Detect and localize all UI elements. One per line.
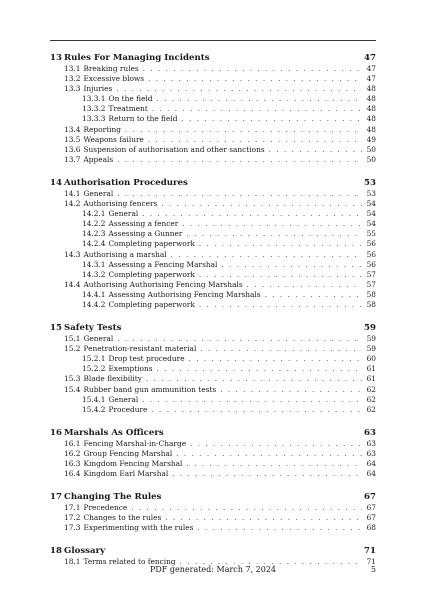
dot-leader bbox=[269, 145, 362, 155]
dot-leader bbox=[146, 374, 362, 384]
chapter-page-number: 53 bbox=[364, 177, 376, 188]
entry-page-number: 56 bbox=[366, 249, 376, 259]
entry-page-number: 61 bbox=[366, 374, 376, 384]
dot-leader bbox=[247, 280, 362, 290]
entry-title: Blade flexibility bbox=[83, 374, 142, 384]
toc-section-entry[interactable] bbox=[50, 459, 376, 469]
entry-number: 15.2.2 bbox=[82, 364, 106, 374]
chapter-page-number: 63 bbox=[364, 427, 376, 438]
entry-number: 13.7 bbox=[64, 154, 81, 164]
dot-leader bbox=[220, 385, 362, 395]
entry-title: General bbox=[108, 209, 139, 219]
entry-page-number: 47 bbox=[366, 74, 376, 84]
dot-leader bbox=[172, 469, 362, 479]
entry-title: Kingdom Earl Marshal bbox=[83, 469, 169, 479]
entry-number: 18.1 bbox=[64, 557, 81, 567]
entry-page-number: 62 bbox=[366, 404, 376, 414]
toc-section-entry[interactable] bbox=[50, 469, 376, 479]
entry-page-number: 47 bbox=[366, 64, 376, 73]
entry-number: 14.4 bbox=[64, 279, 81, 289]
entry-page-number: 58 bbox=[366, 289, 376, 299]
entry-title: Injuries bbox=[83, 84, 113, 94]
entry-title: General bbox=[83, 334, 114, 344]
toc-section-entry[interactable] bbox=[50, 374, 376, 384]
entry-page-number: 54 bbox=[366, 209, 376, 219]
entry-number: 13.3.1 bbox=[82, 94, 106, 104]
toc-subsection-entry[interactable] bbox=[50, 290, 376, 300]
entry-number: 16.1 bbox=[64, 438, 81, 448]
dot-leader bbox=[157, 364, 362, 374]
entry-title: Precedence bbox=[83, 503, 128, 513]
toc-section-entry[interactable] bbox=[50, 145, 376, 155]
entry-page-number: 50 bbox=[366, 144, 376, 154]
entry-page-number: 48 bbox=[366, 124, 376, 134]
entry-title: Assessing a Fencing Marshal bbox=[108, 259, 218, 269]
entry-title: Assessing a fencer bbox=[108, 219, 179, 229]
entry-page-number: 67 bbox=[366, 513, 376, 523]
entry-number: 13.3.2 bbox=[82, 104, 106, 114]
entry-number: 15.4.2 bbox=[82, 404, 106, 414]
chapter-number: 13 bbox=[50, 53, 62, 63]
entry-number: 17.2 bbox=[64, 513, 81, 523]
entry-number: 14.2.4 bbox=[82, 239, 106, 249]
entry-number: 14.1 bbox=[64, 188, 81, 198]
chapter-number: 14 bbox=[50, 177, 62, 188]
dot-leader bbox=[157, 94, 362, 104]
toc-subsection-entry[interactable] bbox=[50, 395, 376, 405]
toc-subsection-entry[interactable] bbox=[50, 114, 376, 124]
toc-section-entry[interactable] bbox=[50, 513, 376, 523]
toc-chapter-heading[interactable] bbox=[50, 427, 376, 439]
dot-leader bbox=[117, 189, 362, 199]
entry-page-number: 71 bbox=[366, 557, 376, 567]
entry-page-number: 54 bbox=[366, 199, 376, 209]
toc-subsection-entry[interactable] bbox=[50, 354, 376, 364]
entry-title: Completing paperwork bbox=[108, 299, 195, 309]
entry-page-number: 57 bbox=[366, 279, 376, 289]
entry-title: Kingdom Fencing Marshal bbox=[83, 459, 183, 468]
toc-subsection-entry[interactable] bbox=[50, 300, 376, 310]
entry-number: 17.3 bbox=[64, 523, 81, 533]
toc-subsection-entry[interactable] bbox=[50, 260, 376, 270]
chapter-title: Changing The Rules bbox=[64, 492, 162, 503]
entry-page-number: 68 bbox=[366, 523, 376, 533]
dot-leader bbox=[221, 260, 362, 270]
entry-page-number: 58 bbox=[366, 299, 376, 309]
entry-number: 15.4.1 bbox=[82, 394, 106, 404]
dot-leader bbox=[186, 229, 362, 239]
entry-number: 14.2 bbox=[64, 199, 81, 209]
entry-number: 13.1 bbox=[64, 64, 81, 73]
entry-title: Completing paperwork bbox=[108, 239, 195, 249]
entry-title: Rubber band gun ammunition tests bbox=[83, 384, 217, 394]
toc-subsection-entry[interactable] bbox=[50, 270, 376, 280]
toc-chapter-heading[interactable] bbox=[50, 322, 376, 334]
entry-number: 13.5 bbox=[64, 134, 81, 144]
dot-leader bbox=[116, 84, 362, 94]
entry-number: 16.2 bbox=[64, 448, 81, 458]
toc-section-entry[interactable] bbox=[50, 385, 376, 395]
toc-chapter-heading[interactable] bbox=[50, 491, 376, 503]
dot-leader bbox=[152, 104, 362, 114]
entry-title: Breaking rules bbox=[83, 64, 139, 73]
entry-title: Authorising fencers bbox=[83, 199, 158, 209]
entry-title: Changes to the rules bbox=[83, 513, 162, 523]
dot-leader bbox=[182, 219, 362, 229]
entry-number: 13.6 bbox=[64, 144, 81, 154]
toc-chapter-heading[interactable] bbox=[50, 545, 376, 557]
entry-number: 15.2 bbox=[64, 344, 81, 354]
entry-title: Reporting bbox=[83, 124, 121, 134]
pdf-generated-date: PDF generated: March 7, 2024 bbox=[149, 565, 277, 574]
entry-title: On the field bbox=[108, 94, 153, 104]
entry-page-number: 67 bbox=[366, 503, 376, 513]
dot-leader bbox=[199, 300, 362, 310]
toc-section-entry[interactable] bbox=[50, 503, 376, 513]
dot-leader bbox=[161, 199, 362, 209]
entry-page-number: 48 bbox=[366, 94, 376, 104]
dot-leader bbox=[199, 239, 362, 249]
entry-number: 16.3 bbox=[64, 459, 81, 468]
table-of-contents bbox=[50, 52, 376, 568]
entry-number: 14.3.2 bbox=[82, 269, 106, 279]
entry-title: Weapons failure bbox=[83, 134, 144, 144]
dot-leader bbox=[197, 523, 362, 533]
toc-section-entry[interactable] bbox=[50, 125, 376, 135]
toc-section-entry[interactable] bbox=[50, 64, 376, 74]
toc-section-entry[interactable] bbox=[50, 280, 376, 290]
dot-leader bbox=[142, 209, 362, 219]
entry-number: 15.1 bbox=[64, 334, 81, 344]
entry-page-number: 62 bbox=[366, 384, 376, 394]
entry-page-number: 60 bbox=[366, 354, 376, 364]
entry-number: 15.4 bbox=[64, 384, 81, 394]
entry-number: 14.3 bbox=[64, 249, 81, 259]
toc-subsection-entry[interactable] bbox=[50, 209, 376, 219]
entry-number: 15.3 bbox=[64, 374, 81, 384]
toc-subsection-entry[interactable] bbox=[50, 239, 376, 249]
toc-section-entry[interactable] bbox=[50, 74, 376, 84]
dot-leader bbox=[190, 439, 362, 449]
entry-title: Completing paperwork bbox=[108, 269, 195, 279]
chapter-title: Authorisation Procedures bbox=[64, 177, 188, 188]
chapter-page-number: 59 bbox=[364, 323, 376, 334]
entry-number: 14.2.2 bbox=[82, 219, 106, 229]
toc-chapter-heading[interactable] bbox=[50, 52, 376, 64]
toc-subsection-entry[interactable] bbox=[50, 405, 376, 415]
entry-title: Terms related to fencing bbox=[83, 557, 176, 567]
chapter-number: 15 bbox=[50, 323, 62, 334]
toc-section-entry[interactable] bbox=[50, 344, 376, 354]
dot-leader bbox=[148, 74, 362, 84]
entry-page-number: 62 bbox=[366, 394, 376, 404]
entry-title: Assessing a Gunner bbox=[108, 229, 183, 239]
dot-leader bbox=[151, 405, 362, 415]
entry-number: 14.4.2 bbox=[82, 299, 106, 309]
entry-page-number: 48 bbox=[366, 104, 376, 114]
entry-number: 13.2 bbox=[64, 74, 81, 84]
chapter-title: Marshals As Officers bbox=[64, 427, 164, 438]
toc-subsection-entry[interactable] bbox=[50, 219, 376, 229]
entry-page-number: 63 bbox=[366, 438, 376, 448]
toc-section-entry[interactable] bbox=[50, 135, 376, 145]
entry-title: Excessive blows bbox=[83, 74, 145, 84]
entry-page-number: 61 bbox=[366, 364, 376, 374]
entry-number: 13.3.3 bbox=[82, 114, 106, 124]
entry-page-number: 63 bbox=[366, 448, 376, 458]
entry-page-number: 64 bbox=[366, 459, 376, 468]
entry-page-number: 48 bbox=[366, 114, 376, 124]
entry-title: Fencing Marshal-in-Charge bbox=[83, 438, 187, 448]
toc-chapter-heading[interactable] bbox=[50, 177, 376, 189]
toc-section-entry[interactable] bbox=[50, 449, 376, 459]
chapter-title: Safety Tests bbox=[64, 323, 122, 334]
entry-number: 15.2.1 bbox=[82, 354, 106, 364]
dot-leader bbox=[265, 290, 362, 300]
entry-number: 16.4 bbox=[64, 469, 81, 479]
entry-page-number: 59 bbox=[366, 344, 376, 354]
entry-number: 14.4.1 bbox=[82, 289, 106, 299]
chapter-page-number: 47 bbox=[364, 53, 376, 63]
chapter-number: 17 bbox=[50, 492, 62, 503]
entry-title: Authorising a marshal bbox=[83, 249, 167, 259]
dot-leader bbox=[117, 334, 362, 344]
chapter-page-number: 67 bbox=[364, 492, 376, 503]
entry-page-number: 55 bbox=[366, 229, 376, 239]
entry-title: Exemptions bbox=[108, 364, 153, 374]
toc-subsection-entry[interactable] bbox=[50, 104, 376, 114]
dot-leader bbox=[142, 395, 362, 405]
entry-page-number: 59 bbox=[366, 334, 376, 344]
chapter-page-number: 71 bbox=[364, 546, 376, 557]
entry-page-number: 48 bbox=[366, 84, 376, 94]
chapter-number: 18 bbox=[50, 546, 62, 557]
entry-title: Penetration-resistant material bbox=[83, 344, 197, 354]
dot-leader bbox=[171, 250, 362, 260]
dot-leader bbox=[143, 64, 362, 74]
dot-leader bbox=[186, 459, 362, 469]
toc-section-entry[interactable] bbox=[50, 199, 376, 209]
entry-title: Treatment bbox=[108, 104, 148, 114]
dot-leader bbox=[131, 503, 362, 513]
dot-leader bbox=[165, 513, 362, 523]
entry-title: Procedure bbox=[108, 404, 148, 414]
toc-section-entry[interactable] bbox=[50, 523, 376, 533]
entry-page-number: 56 bbox=[366, 259, 376, 269]
dot-leader bbox=[181, 114, 362, 124]
dot-leader bbox=[148, 135, 362, 145]
entry-page-number: 50 bbox=[366, 154, 376, 164]
entry-page-number: 57 bbox=[366, 269, 376, 279]
entry-title: Drop test procedure bbox=[108, 354, 185, 364]
toc-subsection-entry[interactable] bbox=[50, 364, 376, 374]
dot-leader bbox=[176, 449, 362, 459]
chapter-title: Glossary bbox=[64, 546, 106, 557]
toc-section-entry[interactable] bbox=[50, 439, 376, 449]
entry-page-number: 49 bbox=[366, 134, 376, 144]
dot-leader bbox=[125, 125, 362, 135]
entry-page-number: 64 bbox=[366, 469, 376, 479]
toc-section-entry[interactable] bbox=[50, 189, 376, 199]
entry-title: Assessing Authorising Fencing Marshals bbox=[108, 289, 261, 299]
dot-leader bbox=[189, 354, 362, 364]
entry-number: 13.3 bbox=[64, 84, 81, 94]
page-number: 5 bbox=[370, 565, 376, 574]
entry-number: 14.3.1 bbox=[82, 259, 106, 269]
dot-leader bbox=[117, 155, 362, 165]
entry-page-number: 54 bbox=[366, 219, 376, 229]
entry-title: Group Fencing Marshal bbox=[83, 448, 173, 458]
entry-number: 17.1 bbox=[64, 503, 81, 513]
entry-page-number: 53 bbox=[366, 188, 376, 198]
entry-title: General bbox=[108, 394, 139, 404]
entry-number: 14.2.1 bbox=[82, 209, 106, 219]
entry-page-number: 56 bbox=[366, 239, 376, 249]
toc-section-entry[interactable] bbox=[50, 334, 376, 344]
dot-leader bbox=[199, 270, 362, 280]
toc-section-entry[interactable] bbox=[50, 250, 376, 260]
entry-title: Return to the field bbox=[108, 114, 178, 124]
entry-number: 13.4 bbox=[64, 124, 81, 134]
toc-section-entry[interactable] bbox=[50, 84, 376, 94]
entry-title: Experimenting with the rules bbox=[83, 523, 194, 533]
header-rule bbox=[50, 40, 376, 41]
dot-leader bbox=[200, 344, 362, 354]
entry-title: Appeals bbox=[83, 154, 114, 164]
toc-subsection-entry[interactable] bbox=[50, 229, 376, 239]
entry-title: Authorising Authorising Fencing Marshals bbox=[83, 279, 243, 289]
toc-subsection-entry[interactable] bbox=[50, 94, 376, 104]
entry-title: Suspension of authorisation and other sanctions bbox=[83, 144, 265, 154]
chapter-title: Rules For Managing Incidents bbox=[64, 53, 210, 63]
entry-title: General bbox=[83, 188, 114, 198]
chapter-number: 16 bbox=[50, 427, 62, 438]
toc-section-entry[interactable] bbox=[50, 155, 376, 165]
entry-number: 14.2.3 bbox=[82, 229, 106, 239]
